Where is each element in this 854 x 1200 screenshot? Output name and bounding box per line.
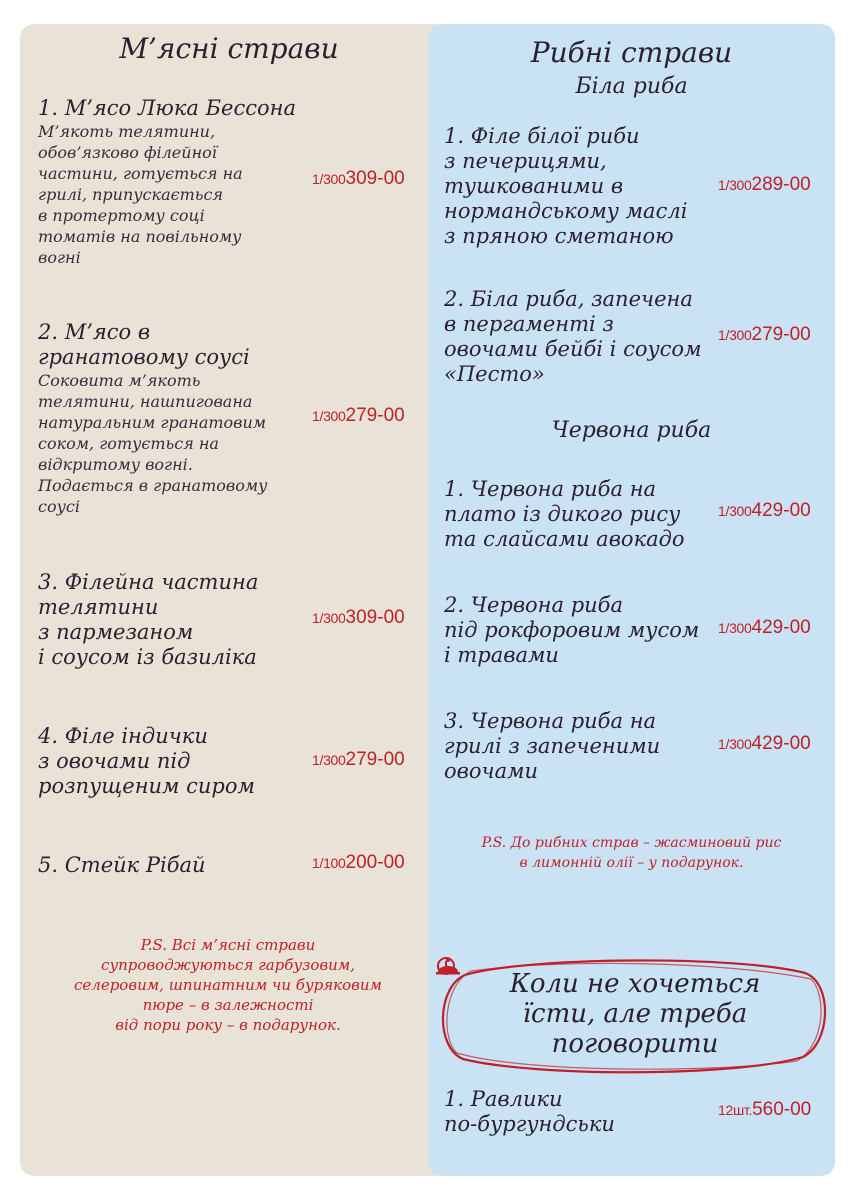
white-fish-item-2-name: 2. Біла риба, запечена в пергаменті з овочами бейбі і соусом «Песто»: [444, 287, 702, 386]
white-fish-item-2-weight: 1/300: [718, 327, 752, 343]
white-fish-item-1-price-value: 289-00: [751, 174, 811, 195]
red-fish-item-1-weight: 1/300: [718, 503, 752, 519]
meat-item-5-price: [312, 852, 405, 874]
meat-item-5-price-value: 200-00: [345, 852, 405, 873]
white-fish-item-1-weight: 1/300: [718, 177, 752, 193]
meat-item-3-price-value: 309-00: [345, 607, 405, 628]
meat-item-4-price-value: 279-00: [345, 749, 405, 770]
talk-badge: [435, 955, 830, 1075]
meat-item-2-weight: 1/300: [312, 408, 346, 424]
meat-item-1-weight: 1/300: [312, 171, 346, 187]
red-fish-item-3-weight: 1/300: [718, 736, 752, 752]
meat-item-5: [38, 853, 306, 878]
meat-item-2: [38, 320, 306, 517]
meat-item-3-name: 3. Філейна частина телятини з пармезаном і соусом із базиліка: [38, 570, 259, 669]
white-fish-item-1-name: 1. Філе білої риби з печерицями, тушкованими в нормандському маслі з пряною сметаною: [444, 124, 688, 248]
white-fish-item-2-price-value: 279-00: [751, 324, 811, 345]
red-fish-item-2-price: [718, 617, 811, 639]
white-fish-item-1-price: [718, 174, 811, 196]
meat-item-4-name: 4. Філе індички з овочами під розпущеним сиром: [38, 724, 255, 798]
red-fish-item-1-price-value: 429-00: [751, 500, 811, 521]
red-fish-item-2-name: 2. Червона риба під рокфоровим мусом і травами: [444, 593, 700, 667]
meat-item-1-desc: М’якоть телятини, обов’язково філейної частини, готується на грилі, припускається в протертому соці томатів на повільному вогні: [38, 122, 243, 267]
meat-item-1-price-value: 309-00: [345, 168, 405, 189]
meat-item-4-weight: 1/300: [312, 752, 346, 768]
meat-ps-note: P.S. Всі м’ясні страви супроводжуються гарбузовим, селеровим, шпинатним чи буряковим пюре – в залежності від пори року – в подарунок.: [74, 936, 382, 1034]
red-fish-item-2: [444, 593, 724, 668]
talk-badge-title: Коли не хочеться їсти, але треба поговорити: [509, 969, 761, 1059]
meat-item-2-price: [312, 405, 405, 427]
fish-ps-note: P.S. До рибних страв – жасминовий рис в лимонній олії – у подарунок.: [481, 835, 782, 871]
talk-item-1: [444, 1087, 704, 1137]
meat-item-4-price: [312, 749, 405, 771]
white-fish-item-2: [444, 287, 714, 387]
red-fish-item-1: [444, 477, 714, 552]
talk-item-1-price-value: 560-00: [752, 1099, 812, 1120]
talk-item-1-price: [718, 1099, 811, 1121]
meat-title: М’ясні страви: [119, 32, 339, 65]
meat-item-1-price: [312, 168, 405, 190]
talk-item-1-name: 1. Равлики по-бургундськи: [444, 1087, 615, 1136]
red-fish-subtitle: Червона риба: [551, 418, 712, 443]
meat-item-5-name: 5. Стейк Рібай: [38, 853, 206, 877]
meat-item-4: [38, 724, 306, 799]
red-fish-item-2-price-value: 429-00: [751, 617, 811, 638]
meat-item-3-price: [312, 607, 405, 629]
meat-item-1-name: 1. М’ясо Люка Бессона: [38, 96, 296, 120]
white-fish-subtitle: Біла риба: [575, 74, 688, 99]
white-fish-item-1: [444, 124, 714, 249]
red-fish-item-3: [444, 709, 714, 784]
white-fish-item-2-price: [718, 324, 811, 346]
red-fish-item-3-price-value: 429-00: [751, 733, 811, 754]
red-fish-item-1-name: 1. Червона риба на плато із дикого рису та слайсами авокадо: [444, 477, 685, 551]
talk-item-1-weight: 12шт.: [718, 1102, 753, 1118]
red-fish-item-2-weight: 1/300: [718, 620, 752, 636]
meat-item-3-weight: 1/300: [312, 610, 346, 626]
red-fish-item-3-price: [718, 733, 811, 755]
meat-item-2-desc: Соковита м’якоть телятини, нашпигована натуральним гранатовим соком, готується на відкритому вогні. Подається в гранатовому соусі: [38, 371, 268, 516]
meat-item-2-price-value: 279-00: [345, 405, 405, 426]
fish-title: Рибні страви: [530, 36, 733, 69]
meat-item-3: [38, 570, 306, 670]
meat-item-1: [38, 96, 306, 268]
meat-item-2-name: 2. М’ясо в гранатовому соусі: [38, 320, 250, 369]
meat-item-5-weight: 1/100: [312, 855, 346, 871]
red-fish-item-3-name: 3. Червона риба на грилі з запеченими овочами: [444, 709, 661, 783]
red-fish-item-1-price: [718, 500, 811, 522]
